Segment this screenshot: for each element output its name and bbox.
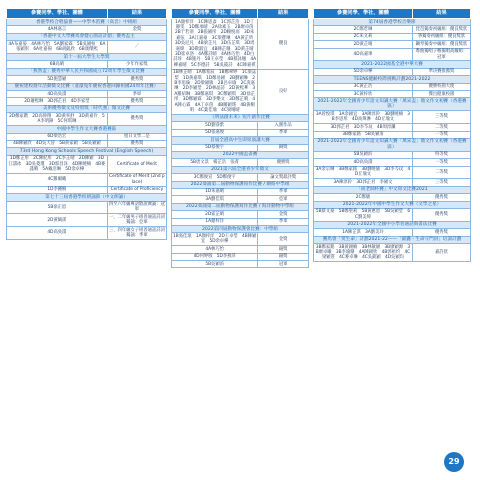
competition-title: 2021-2022年全國青少年語文知識大賽「萬宋盃」徵文作文初賽（香港賽區） [314, 138, 471, 151]
competition-title-row [314, 61, 471, 68]
participant-names: 4C羅爾曦 [7, 173, 108, 186]
competition-title: 「尚老師杯賽」中文寫文比賽2021 [314, 186, 471, 193]
competition-title-row [7, 148, 167, 155]
header-participants: 參賽同學、學社、團體 [7, 9, 108, 19]
table-row [172, 69, 309, 114]
competition-title: 2021第六屆全港青少年徵文 [172, 166, 309, 173]
table-row [314, 124, 471, 131]
participant-names: 2C鄭儀 [314, 194, 413, 201]
table-row [172, 196, 309, 203]
competition-title: 2022葵涌第二屆動物保護寫作比賽 / 海洋動物中學組 [172, 203, 309, 210]
award-result: 季軍 [258, 129, 309, 136]
participant-names: 5B唐文景 楊芷浩 張菁 [172, 159, 258, 166]
table-row [172, 129, 309, 136]
participant-names: 2D黃鶴霈 [7, 214, 108, 227]
competition-title-row [172, 226, 309, 233]
award-result: 一等獎 [412, 131, 470, 138]
participant-names: 4A林嘉言 [7, 26, 108, 33]
table-row [314, 208, 471, 221]
table-row [314, 68, 471, 75]
award-result: 二等獎 [412, 124, 470, 131]
table-row [172, 188, 309, 195]
competition-title: 「燕然盃」優秀中華人民共和國成立72周年學生徵文比賽 [7, 68, 167, 75]
award-result: 準決賽推薦獎 [412, 68, 470, 75]
participant-names: 4D高奐濤 [7, 91, 108, 98]
participant-names: 1A顏梓洋 1C陳思彥 1C郭芷浩 1D丁靜雯 1D鄭承晴 2A徐素玉 2B廖卓茵 2B于若翎 2B張穎彤 2D賴悦而 3D朱嘉弦 3A江嘉豪 3C梁寶琳 4A黃芷昕 3D吳尼凡 4B梁芷凡 3D伍芷琪 3D周嘉煒 3D敬淑宜 4B陳芷珊 3D黃芷晴 3D崔卓洛 4A鄭詩晴 4A林巧怡 4D白詩珍 4B施丹 5B王卓瑩 4B蔡詠翹 4A柳嘉晴 5C李德詩 5B吳筱詩 4C陳嘉祺 [173, 19, 258, 68]
table-row [7, 133, 167, 140]
participant-names: 1D朱嘉晴 [172, 188, 258, 195]
competition-title: 73rd Hong Kong Schools Speech Festival (English Speech) [7, 148, 167, 155]
table-row [172, 19, 309, 70]
competition-title: 賽馬會「愛生命」計劃2021-22——「錦囊 - 生命守門員」培訓計劃 [314, 236, 471, 243]
header-participants: 參賽同學、學社、團體 [314, 9, 413, 19]
award-result: 季軍 [107, 91, 166, 98]
table-row [314, 229, 471, 236]
table-header [172, 9, 309, 19]
table-row [172, 144, 309, 151]
results-table-column-3 [313, 8, 471, 262]
participant-names: 3A曾悅琪 3A余穎宜 3A陳淳鈴 3B劉曉楠 3B李思彤 4D高煒淋 4D丘瑜文 [314, 111, 413, 124]
table-row [7, 140, 167, 147]
award-result: Certificate of Proficiency [107, 186, 166, 193]
participant-names: 1D鄭芷彤 2C陳紀彤 2C李芷晴 2D陳穎 3D江濤冰 3D吳菱瑾 3D郭昌泽 4D陳曉楠 4B麥謹晴 5A戴浩琳 5D余卓樺 [8, 156, 106, 173]
participant-names: 5D劉睿紫 [172, 122, 258, 129]
header-participants: 參賽同學、學社、團體 [172, 9, 258, 19]
competition-title-row [172, 114, 309, 121]
participant-names: 2C鄭惹琳 [314, 26, 413, 33]
participant-names: 5D張嘉俊 [172, 129, 258, 136]
participant-names: 5D余卓樺 [314, 68, 413, 75]
participant-names: 5B吳穎淯 [314, 151, 413, 158]
competition-title-row [7, 105, 167, 112]
competition-title: 第74屆香港學校音樂節 [314, 19, 471, 26]
participant-names: 2D鄭家鍇 2D高偉翔 3D黃率舒 3D黃嘉伶 5A李明鋒 5C何琪琳 [7, 113, 108, 126]
award-result: 三、四年級女子組普通話詩詞獨誦：季軍 [108, 227, 165, 239]
award-result: 特等獎 [412, 151, 470, 158]
table-row [314, 41, 471, 48]
participant-names: 3D郭芷君 3D李芩玟 4B周淳瀾 [314, 124, 413, 131]
competition-title: 慶祝建校週年活動徵文比賽（並濠兔年慶祝香港回歸祖國24周年比賽） [7, 83, 167, 90]
table-row [7, 41, 167, 54]
participant-names: 6B高晴 [7, 61, 108, 68]
participant-names: 3C黃梓欣 [314, 91, 413, 98]
competition-title: 第七十三屆香港學校朗誦節（中文朗誦） [7, 194, 167, 201]
participant-names: 5B蔡文豪 5B鄭聖莉 5B黃惠恩 5B吳穎瑩 6C劉美煒 [314, 208, 413, 221]
header-result: 結果 [412, 9, 470, 19]
competition-title-row [314, 236, 471, 243]
competition-title-row [314, 19, 471, 26]
award-result: 銅獎 [258, 144, 309, 151]
table-row [7, 227, 167, 240]
participant-names: 1A顏梓洋 [172, 218, 258, 225]
table-row [314, 244, 471, 262]
competition-title: 2021-2022國基全港中華大賽 [314, 61, 471, 68]
participant-names: 4D高奐濤 [7, 227, 108, 240]
competition-title: 《明法創未來》短片創作比賽 [172, 114, 309, 121]
table-row [314, 194, 471, 201]
competition-title-row [7, 83, 167, 90]
award-result: 一等獎 [412, 159, 470, 166]
award-result: 金獎 [258, 211, 309, 218]
participant-names: 1B張佳珉 1A顏梓洋 2D王卓瑩 4B陳穎宜 5D余卓樺 [173, 233, 257, 245]
award-result: 優良 [258, 19, 309, 70]
competition-title-row [172, 166, 309, 173]
participant-names: 3A陳淳鈴 3D郭芷君 李穎文 [314, 179, 413, 186]
award-result: Certificate of Merit [107, 155, 166, 173]
table-row [7, 61, 167, 68]
participant-names: 3B鄭家銘 3B黃穎楠 3B林敏穎 3B廖穎源 3B廖卓曦 3B李瑜珊 4A陳穎欣 4B郭祖灼 4C梁穎熹 4C麥卓琳 4C吳凱穎 4D吳穎均 [314, 244, 413, 262]
participant-names: 2C朱文莉 [314, 33, 413, 40]
table-row [7, 155, 167, 173]
award-result: 論文獎最評獎 [258, 174, 309, 181]
award-result: 優秀獎 [107, 98, 166, 105]
table-row [314, 179, 471, 186]
award-result: 旭日文學二是 [107, 133, 166, 140]
table-row [314, 166, 471, 179]
competition-title-row [172, 137, 309, 144]
participant-names: 3A劉佳琪 [172, 196, 258, 203]
competition-title-row [314, 98, 471, 111]
participant-names: 2D霍芷晴 [172, 211, 258, 218]
competition-title-row [314, 221, 471, 228]
table-row [7, 201, 167, 214]
award-result: 三等獎 [412, 111, 470, 124]
participant-names: 4D何婷殷 5D李燕萍 [172, 253, 258, 260]
competition-title-row [314, 186, 471, 193]
participant-names: 5D蔡俊宇 [172, 144, 258, 151]
participant-names: 3B鄭家銘 5B吳穎淯 [314, 131, 413, 138]
participant-names: 1B林芷晴 1A鄭希辰 1B鄭翠婷 1C梁誌梨 1D黃嘉琪 1D鄭易穎 2B劉穎琳 2B李思倫 2D梁穎敏 2B呂卓瑜 2C冼嘉琳 2D李穎瑩 2D林晶詩 2D黃熙華 3A羅紹琳 3B鄭嘉琪 3C鄭穎琪 3D徐芷彤 3D鄭穎霖 3D李樂文 3D鄭芷晴 4A陳心霖 4A丁卓茵 4B關穎瑤 4B黃桐明 4C葉佳瑜 4C梁晴晴 [173, 70, 257, 113]
award-result: 金獎 [258, 233, 309, 246]
table-row [172, 261, 309, 268]
competition-title: 2021-2022年中國中學生作文大賽（文學之星） [314, 201, 471, 208]
competition-title: 美術優秀徵文及特別獎「時代強」微文比賽 [7, 105, 167, 112]
table-header [7, 9, 167, 19]
results-table [6, 8, 167, 240]
results-table [171, 8, 309, 268]
results-table [313, 8, 471, 262]
competition-title: 2022中國盃書賽 [172, 151, 309, 158]
competition-title: 第十一屆大學生大學獎 [7, 54, 167, 61]
competition-title-row [172, 181, 309, 188]
competition-title-row [7, 68, 167, 75]
competition-title-row [172, 203, 309, 210]
table-row [172, 174, 309, 181]
table-row [7, 173, 167, 186]
award-result: 少年作家獎 [107, 61, 166, 68]
competition-title-row [7, 126, 167, 133]
table-row [172, 253, 309, 260]
participant-names: 4A林巧怡 [172, 246, 258, 253]
award-result: 優秀獎 [107, 140, 166, 147]
competition-title-row [7, 33, 167, 40]
award-result: ／ [107, 41, 166, 54]
award-result: 四至六年級專語散說廣誦：冠軍 [108, 202, 165, 213]
award-result: 銀獎 [258, 246, 309, 253]
table-row [172, 233, 309, 246]
header-result: 結果 [107, 9, 166, 19]
competition-title: 2022葵涌第二屆動物保護寫作比賽 / 網絡中學組 [172, 181, 309, 188]
participant-names: 1D李鍾楠 [7, 186, 108, 193]
participant-names: 2D蕭熙琳 3D郭芷君 4D李家瑩 [7, 98, 108, 105]
award-result: 優秀獎 [412, 229, 470, 236]
participant-names: 1A陳芷淇 3A劉美玲 [314, 229, 413, 236]
competition-title-row [314, 76, 471, 83]
award-result: 優秀獎 [412, 208, 470, 221]
competition-title-row [314, 138, 471, 151]
participant-names: 3A余宗琳 3B鄭家銘 3B劉曉儀 3D李芩玟 4D丘瑜文 [314, 166, 413, 179]
table-row [7, 98, 167, 105]
award-result: 二等獎 [412, 166, 470, 179]
table-row [314, 48, 471, 61]
participant-names: 3C鄭俊宣 5D鄭俊宇 [172, 174, 258, 181]
table-row [314, 91, 471, 98]
table-row [172, 218, 309, 225]
award-result: 三等獎 [412, 179, 470, 186]
competition-title: 2021-2022年全國青少年語文知識大賽「萬宋盃」徵文作文初賽（香港賽區） [314, 98, 471, 111]
table-row [172, 122, 309, 129]
award-result: 入圍作品 [258, 122, 309, 129]
participant-names: 4D高奐濤 [314, 159, 413, 166]
table-header [314, 9, 471, 19]
competition-title: TEENS健齡校際挑戰計劃2021-2022 [314, 76, 471, 83]
award-result: 銀獎 [258, 253, 309, 260]
table-row [7, 26, 167, 33]
participant-names: 5D施慧穎 [7, 76, 108, 83]
competition-title-row [7, 19, 167, 26]
competition-title: 香港學校合唱協會——中學木笛賽（高音）中組組 [7, 19, 167, 26]
competition-title: 2022第四屆動物保護會比賽：中學組 [172, 226, 309, 233]
award-result: 優勝獎 [258, 159, 309, 166]
award-result: 良好 [258, 69, 309, 114]
award-result: 季軍 [258, 188, 309, 195]
table-row [7, 91, 167, 98]
award-result: 粵曲獨唱子喉獨唱高級組：冠軍 [412, 48, 470, 61]
results-table-column-1 [6, 8, 167, 240]
participant-names: 2D黃芷晴 [314, 41, 413, 48]
award-result: 鋼琴獨奏中級組：優良獎狀 [412, 41, 470, 48]
award-result: 優秀獎 [412, 194, 470, 201]
award-result: 亞軍 [258, 196, 309, 203]
award-result: 優秀獎 [107, 76, 166, 83]
table-row [314, 33, 471, 40]
competition-title: 中國中學生作文大賽香港賽區 [7, 126, 167, 133]
table-row [314, 26, 471, 33]
award-result: 季軍 [258, 218, 309, 225]
award-result: 琵琶獨奏初級組：優良獎狀 [412, 26, 470, 33]
table-row [7, 186, 167, 193]
competition-title-row [172, 151, 309, 158]
competition-title: 2021-2022年全國中小學普通話與書法比賽 [314, 221, 471, 228]
participant-names: 4B陳穎欣 4D吳天晉 5B黃家穎 5B吳穎穎 [7, 140, 108, 147]
competition-title-row [314, 201, 471, 208]
table-row [172, 159, 309, 166]
table-row [7, 214, 167, 227]
table-row [314, 131, 471, 138]
award-result: 優勝校園大使 [412, 83, 470, 90]
participant-names: 3C黃芷浩 [314, 83, 413, 90]
award-result: 金獎 [107, 26, 166, 33]
table-row [7, 113, 167, 126]
award-result: 一、二年級男子組普通話詩詞獨誦：亞軍 [108, 214, 165, 226]
table-row [314, 83, 471, 90]
award-result: Certificate of Merit (2nd place) [109, 174, 165, 185]
page-number: 29 [444, 452, 464, 472]
table-row [172, 211, 309, 218]
participant-names: 5B吳穎淯 [172, 261, 258, 268]
participant-names: 6D梁浩宏 [7, 133, 108, 140]
participant-names: 4A布嘉晏 4A林巧怡 5A劉家霖 5B吳穎桓 6A張穎彤 6A杜嘉揚 6B胡凱欣 6B康傑熙 [8, 41, 106, 53]
competition-title-row [7, 54, 167, 61]
award-result: 傑出健康校園 [412, 91, 470, 98]
award-result: 優秀獎 [107, 113, 166, 126]
results-table-column-2 [171, 8, 309, 268]
table-row [314, 159, 471, 166]
competition-title: 「香港中文大學賽馬會健心園設計創」優秀盃主 [7, 33, 167, 40]
award-result: 冠軍 [258, 261, 309, 268]
table-row [314, 111, 471, 124]
award-result: 嘉許狀 [412, 244, 470, 262]
header-result: 結果 [258, 9, 309, 19]
competition-title-row [7, 194, 167, 201]
table-row [172, 246, 309, 253]
award-result: 箏獨奏初級組：優良獎狀 [412, 33, 470, 40]
participant-names: 4D高嘉瑋 [314, 48, 413, 61]
table-row [7, 76, 167, 83]
competition-title: 首屆全港高中生即席演講大賽 [172, 137, 309, 144]
participant-names: 5B徐正恩 [7, 201, 108, 214]
table-row [314, 151, 471, 158]
